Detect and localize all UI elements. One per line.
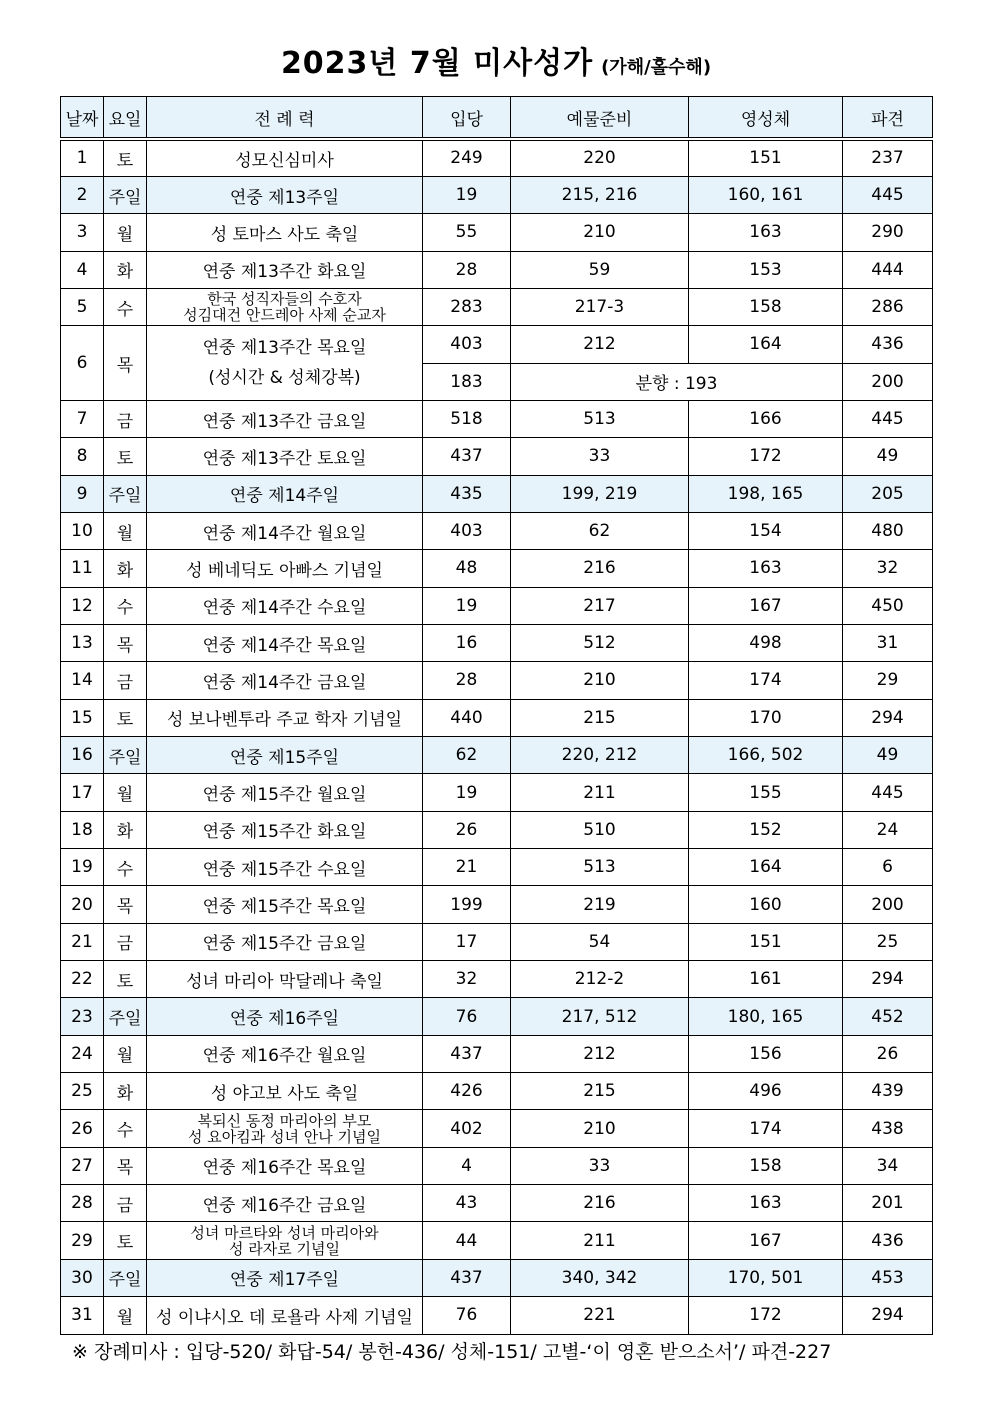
day-cell: 21 [61, 923, 104, 960]
liturgy-cell: 성녀 마리아 막달레나 축일 [147, 961, 423, 998]
entrance-cell: 28 [423, 662, 511, 699]
liturgy-cell: 연중 제16주일 [147, 998, 423, 1035]
liturgy-cell: 연중 제15주간 화요일 [147, 811, 423, 848]
weekday-cell: 월 [104, 1297, 147, 1334]
table-row [61, 1073, 933, 1110]
entrance-cell: 402 [423, 1110, 511, 1147]
entrance-cell: 32 [423, 961, 511, 998]
table-row [61, 326, 933, 363]
table-row [61, 1147, 933, 1184]
dismissal-cell: 436 [843, 326, 933, 363]
dismissal-cell: 49 [843, 438, 933, 475]
dismissal-cell: 438 [843, 1110, 933, 1147]
day-cell: 4 [61, 251, 104, 288]
dismissal-cell: 25 [843, 923, 933, 960]
table-row [61, 550, 933, 587]
entrance-cell: 199 [423, 886, 511, 923]
offertory-cell: 215, 216 [511, 176, 689, 213]
entrance-cell: 16 [423, 624, 511, 661]
entrance-cell: 437 [423, 1259, 511, 1296]
liturgy-cell: 연중 제16주간 목요일 [147, 1147, 423, 1184]
offertory-cell: 33 [511, 1147, 689, 1184]
dismissal-cell: 444 [843, 251, 933, 288]
offertory-cell: 512 [511, 624, 689, 661]
offertory-cell: 33 [511, 438, 689, 475]
day-cell: 10 [61, 512, 104, 549]
table-body [61, 139, 933, 1334]
entrance-cell: 19 [423, 774, 511, 811]
weekday-cell: 주일 [104, 475, 147, 512]
dismissal-cell: 31 [843, 624, 933, 661]
table-row [61, 475, 933, 512]
dismissal-cell: 201 [843, 1185, 933, 1222]
table-header-row [61, 97, 933, 140]
entrance-cell: 48 [423, 550, 511, 587]
entrance-cell: 19 [423, 587, 511, 624]
entrance-cell: 403 [423, 512, 511, 549]
liturgy-line-2: (성시간 & 성체강복) [208, 368, 361, 389]
communion-cell: 170, 501 [689, 1259, 843, 1296]
day-cell: 13 [61, 624, 104, 661]
day-cell: 30 [61, 1259, 104, 1296]
dismissal-cell: 294 [843, 1297, 933, 1334]
weekday-cell: 목 [104, 624, 147, 661]
entrance-cell: 26 [423, 811, 511, 848]
day-cell: 20 [61, 886, 104, 923]
entrance-cell: 426 [423, 1073, 511, 1110]
dismissal-cell: 24 [843, 811, 933, 848]
liturgy-cell: 연중 제13주일 [147, 176, 423, 213]
table-row [61, 288, 933, 325]
header-communion: 영성체 [689, 97, 843, 140]
liturgy-cell: 성 토마스 사도 축일 [147, 214, 423, 251]
communion-cell: 172 [689, 1297, 843, 1334]
weekday-cell: 금 [104, 1185, 147, 1222]
table-row [61, 176, 933, 213]
weekday-cell: 목 [104, 326, 147, 401]
offertory-cell: 199, 219 [511, 475, 689, 512]
entrance-cell: 403 [423, 326, 511, 363]
weekday-cell: 월 [104, 1035, 147, 1072]
day-cell: 14 [61, 662, 104, 699]
table-row [61, 811, 933, 848]
dismissal-cell: 436 [843, 1222, 933, 1259]
offertory-cell: 59 [511, 251, 689, 288]
weekday-cell: 수 [104, 288, 147, 325]
communion-cell: 174 [689, 1110, 843, 1147]
communion-cell: 156 [689, 1035, 843, 1072]
offertory-cell: 340, 342 [511, 1259, 689, 1296]
entrance-cell: 435 [423, 475, 511, 512]
offertory-cell: 220, 212 [511, 737, 689, 774]
day-cell: 8 [61, 438, 104, 475]
offertory-cell: 219 [511, 886, 689, 923]
entrance-cell: 183 [423, 363, 511, 400]
table-row [61, 699, 933, 736]
communion-cell: 152 [689, 811, 843, 848]
table-row [61, 662, 933, 699]
page-subtitle: (가해/홀수해) [601, 57, 712, 78]
communion-cell: 174 [689, 662, 843, 699]
table-row [61, 998, 933, 1035]
day-cell: 28 [61, 1185, 104, 1222]
weekday-cell: 화 [104, 1073, 147, 1110]
entrance-cell: 440 [423, 699, 511, 736]
communion-cell: 163 [689, 1185, 843, 1222]
day-cell: 16 [61, 737, 104, 774]
offertory-cell: 62 [511, 512, 689, 549]
dismissal-cell: 450 [843, 587, 933, 624]
liturgy-cell: 연중 제13주간 화요일 [147, 251, 423, 288]
dismissal-cell: 29 [843, 662, 933, 699]
liturgy-line-1: 한국 성직자들의 수호자 [207, 290, 362, 309]
page-title-block [0, 38, 992, 82]
communion-cell: 163 [689, 214, 843, 251]
entrance-cell: 19 [423, 176, 511, 213]
weekday-cell: 주일 [104, 737, 147, 774]
communion-cell: 163 [689, 550, 843, 587]
communion-cell: 158 [689, 1147, 843, 1184]
offertory-cell: 210 [511, 662, 689, 699]
table-row [61, 1185, 933, 1222]
dismissal-cell: 294 [843, 961, 933, 998]
table-row [61, 1035, 933, 1072]
table-row [61, 251, 933, 288]
entrance-cell: 4 [423, 1147, 511, 1184]
liturgy-line-2: 성 라자로 기념일 [229, 1239, 340, 1258]
communion-cell: 153 [689, 251, 843, 288]
liturgy-cell [147, 1222, 423, 1259]
header-liturgy: 전 례 력 [147, 97, 423, 140]
dismissal-cell: 439 [843, 1073, 933, 1110]
table-row [61, 886, 933, 923]
dismissal-cell: 205 [843, 475, 933, 512]
communion-cell: 155 [689, 774, 843, 811]
page-title: 2023년 7월 미사성가 [280, 46, 594, 81]
dismissal-cell: 445 [843, 774, 933, 811]
day-cell: 27 [61, 1147, 104, 1184]
table-row [61, 587, 933, 624]
weekday-cell: 주일 [104, 176, 147, 213]
liturgy-cell: 성모신심미사 [147, 139, 423, 176]
communion-cell: 160, 161 [689, 176, 843, 213]
entrance-cell: 76 [423, 1297, 511, 1334]
liturgy-cell: 연중 제15주간 수요일 [147, 849, 423, 886]
weekday-cell: 토 [104, 961, 147, 998]
dismissal-cell: 445 [843, 176, 933, 213]
offertory-cell: 211 [511, 774, 689, 811]
offertory-cell: 216 [511, 1185, 689, 1222]
communion-cell: 160 [689, 886, 843, 923]
entrance-cell: 28 [423, 251, 511, 288]
liturgy-cell: 연중 제13주간 금요일 [147, 400, 423, 437]
entrance-cell: 21 [423, 849, 511, 886]
weekday-cell: 수 [104, 1110, 147, 1147]
weekday-cell: 수 [104, 587, 147, 624]
table-row [61, 512, 933, 549]
weekday-cell: 토 [104, 699, 147, 736]
offertory-cell: 221 [511, 1297, 689, 1334]
offertory-cell: 220 [511, 139, 689, 176]
offertory-cell: 216 [511, 550, 689, 587]
table-row [61, 1110, 933, 1147]
table-row [61, 214, 933, 251]
liturgy-cell: 성 보나벤투라 주교 학자 기념일 [147, 699, 423, 736]
weekday-cell: 금 [104, 400, 147, 437]
communion-cell: 166, 502 [689, 737, 843, 774]
dismissal-cell: 286 [843, 288, 933, 325]
day-cell: 7 [61, 400, 104, 437]
dismissal-cell: 49 [843, 737, 933, 774]
dismissal-cell: 26 [843, 1035, 933, 1072]
entrance-cell: 249 [423, 139, 511, 176]
liturgy-cell [147, 1110, 423, 1147]
dismissal-cell: 290 [843, 214, 933, 251]
header-dismissal: 파견 [843, 97, 933, 140]
offertory-cell: 215 [511, 699, 689, 736]
communion-cell: 164 [689, 849, 843, 886]
table-row [61, 139, 933, 176]
entrance-cell: 44 [423, 1222, 511, 1259]
entrance-cell: 76 [423, 998, 511, 1035]
communion-cell: 167 [689, 1222, 843, 1259]
communion-cell: 154 [689, 512, 843, 549]
day-cell: 29 [61, 1222, 104, 1259]
entrance-cell: 518 [423, 400, 511, 437]
header-weekday: 요일 [104, 97, 147, 140]
table-row [61, 400, 933, 437]
offertory-cell: 510 [511, 811, 689, 848]
weekday-cell: 화 [104, 251, 147, 288]
weekday-cell: 금 [104, 923, 147, 960]
hymn-schedule-table [60, 96, 933, 1335]
day-cell: 31 [61, 1297, 104, 1334]
table-row [61, 849, 933, 886]
table-row [61, 774, 933, 811]
day-cell: 24 [61, 1035, 104, 1072]
entrance-cell: 17 [423, 923, 511, 960]
offertory-cell: 217 [511, 587, 689, 624]
day-cell: 15 [61, 699, 104, 736]
day-cell: 26 [61, 1110, 104, 1147]
offertory-cell: 215 [511, 1073, 689, 1110]
weekday-cell: 토 [104, 139, 147, 176]
liturgy-cell: 성 이냐시오 데 로욜라 사제 기념일 [147, 1297, 423, 1334]
weekday-cell: 목 [104, 1147, 147, 1184]
liturgy-cell [147, 288, 423, 325]
dismissal-cell: 200 [843, 363, 933, 400]
liturgy-cell: 연중 제16주간 월요일 [147, 1035, 423, 1072]
liturgy-cell: 연중 제14주일 [147, 475, 423, 512]
dismissal-cell: 200 [843, 886, 933, 923]
offertory-cell: 210 [511, 214, 689, 251]
day-cell: 6 [61, 326, 104, 401]
day-cell: 5 [61, 288, 104, 325]
liturgy-cell: 연중 제16주간 금요일 [147, 1185, 423, 1222]
weekday-cell: 목 [104, 886, 147, 923]
table-row [61, 624, 933, 661]
liturgy-cell: 연중 제15주간 월요일 [147, 774, 423, 811]
table-row [61, 923, 933, 960]
communion-cell: 151 [689, 923, 843, 960]
communion-cell: 151 [689, 139, 843, 176]
offertory-cell: 210 [511, 1110, 689, 1147]
header-day: 날짜 [61, 97, 104, 140]
dismissal-cell: 452 [843, 998, 933, 1035]
dismissal-cell: 237 [843, 139, 933, 176]
table-row [61, 1259, 933, 1296]
day-cell: 22 [61, 961, 104, 998]
weekday-cell: 월 [104, 774, 147, 811]
dismissal-cell: 6 [843, 849, 933, 886]
weekday-cell: 금 [104, 662, 147, 699]
dismissal-cell: 480 [843, 512, 933, 549]
liturgy-cell: 연중 제15주간 목요일 [147, 886, 423, 923]
entrance-cell: 55 [423, 214, 511, 251]
liturgy-cell: 연중 제15주간 금요일 [147, 923, 423, 960]
entrance-cell: 437 [423, 438, 511, 475]
header-entrance: 입당 [423, 97, 511, 140]
communion-cell: 198, 165 [689, 475, 843, 512]
liturgy-line-2: 성 요아킴과 성녀 안나 기념일 [188, 1127, 381, 1146]
liturgy-cell: 연중 제14주간 금요일 [147, 662, 423, 699]
table-row [61, 737, 933, 774]
dismissal-cell: 34 [843, 1147, 933, 1184]
communion-cell: 172 [689, 438, 843, 475]
liturgy-cell: 연중 제17주일 [147, 1259, 423, 1296]
weekday-cell: 주일 [104, 1259, 147, 1296]
liturgy-cell: 연중 제15주일 [147, 737, 423, 774]
dismissal-cell: 294 [843, 699, 933, 736]
entrance-cell: 62 [423, 737, 511, 774]
day-cell: 1 [61, 139, 104, 176]
day-cell: 25 [61, 1073, 104, 1110]
offertory-cell: 212-2 [511, 961, 689, 998]
liturgy-cell: 연중 제13주간 토요일 [147, 438, 423, 475]
day-cell: 9 [61, 475, 104, 512]
offertory-cell: 212 [511, 1035, 689, 1072]
liturgy-line-2: 성김대건 안드레아 사제 순교자 [183, 306, 386, 325]
liturgy-cell: 연중 제14주간 수요일 [147, 587, 423, 624]
weekday-cell: 월 [104, 214, 147, 251]
offertory-cell: 212 [511, 326, 689, 363]
liturgy-cell: 연중 제14주간 목요일 [147, 624, 423, 661]
weekday-cell: 주일 [104, 998, 147, 1035]
entrance-cell: 437 [423, 1035, 511, 1072]
communion-cell: 161 [689, 961, 843, 998]
day-cell: 19 [61, 849, 104, 886]
communion-cell: 158 [689, 288, 843, 325]
dismissal-cell: 453 [843, 1259, 933, 1296]
liturgy-line-1: 복되신 동정 마리아의 부모 [197, 1111, 372, 1130]
offertory-cell: 217, 512 [511, 998, 689, 1035]
incense-cell: 분향 : 193 [511, 363, 843, 400]
communion-cell: 166 [689, 400, 843, 437]
dismissal-cell: 445 [843, 400, 933, 437]
liturgy-cell: 성 야고보 사도 축일 [147, 1073, 423, 1110]
communion-cell: 164 [689, 326, 843, 363]
day-cell: 23 [61, 998, 104, 1035]
table-row [61, 438, 933, 475]
entrance-cell: 283 [423, 288, 511, 325]
liturgy-line-1: 성녀 마르타와 성녀 마리아와 [190, 1223, 379, 1242]
liturgy-cell: 연중 제14주간 월요일 [147, 512, 423, 549]
offertory-cell: 54 [511, 923, 689, 960]
header-offertory: 예물준비 [511, 97, 689, 140]
table-row [61, 1297, 933, 1334]
communion-cell: 170 [689, 699, 843, 736]
weekday-cell: 월 [104, 512, 147, 549]
day-cell: 3 [61, 214, 104, 251]
entrance-cell: 43 [423, 1185, 511, 1222]
communion-cell: 496 [689, 1073, 843, 1110]
weekday-cell: 화 [104, 550, 147, 587]
weekday-cell: 토 [104, 1222, 147, 1259]
weekday-cell: 화 [104, 811, 147, 848]
communion-cell: 180, 165 [689, 998, 843, 1035]
day-cell: 17 [61, 774, 104, 811]
day-cell: 11 [61, 550, 104, 587]
table-row [61, 1222, 933, 1259]
offertory-cell: 513 [511, 849, 689, 886]
offertory-cell: 217-3 [511, 288, 689, 325]
dismissal-cell: 32 [843, 550, 933, 587]
day-cell: 12 [61, 587, 104, 624]
liturgy-line-1: 연중 제13주간 목요일 [202, 338, 367, 359]
communion-cell: 167 [689, 587, 843, 624]
offertory-cell: 211 [511, 1222, 689, 1259]
liturgy-cell: 성 베네딕도 아빠스 기념일 [147, 550, 423, 587]
communion-cell: 498 [689, 624, 843, 661]
weekday-cell: 토 [104, 438, 147, 475]
offertory-cell: 513 [511, 400, 689, 437]
liturgy-cell [147, 326, 423, 401]
weekday-cell: 수 [104, 849, 147, 886]
table-row [61, 961, 933, 998]
day-cell: 18 [61, 811, 104, 848]
funeral-mass-note: ※ 장례미사 : 입당-520/ 화답-54/ 봉헌-436/ 성체-151/ 고별-‘이 영혼 받으소서’/ 파견-227 [72, 1341, 832, 1363]
day-cell: 2 [61, 176, 104, 213]
